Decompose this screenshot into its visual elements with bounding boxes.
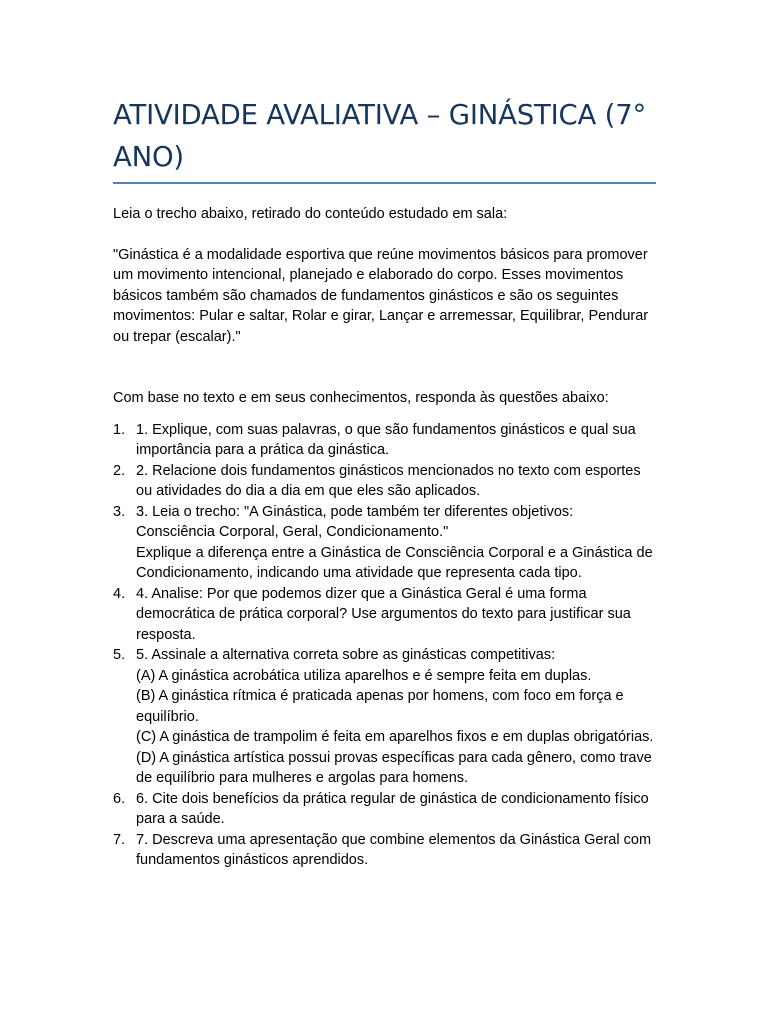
question-subline: Explique a diferença entre a Ginástica de Consciência Corporal e a Ginástica de Condicionamento, indicando uma atividade que representa cada tipo. bbox=[136, 544, 653, 581]
quoted-excerpt: "Ginástica é a modalidade esportiva que reúne movimentos básicos para promover um movimento intencional, planejado e elaborado do corpo. Esses movimentos básicos também são chamados de fundamentos ginásticos e são os seguintes movimentos: Pular e saltar, Rolar e girar, Lançar e arremessar, Equilibrar, Pendurar ou trepar (escalar)." bbox=[113, 246, 649, 345]
question-number: 7. bbox=[113, 831, 126, 848]
question-subline: (B) A ginástica rítmica é praticada apenas por homens, com foco em força e equilíbrio. bbox=[136, 688, 624, 725]
question-number: 6. bbox=[113, 790, 126, 807]
instructions-text: Com base no texto e em seus conhecimentos, responda às questões abaixo: bbox=[113, 390, 609, 406]
question-number: 1. bbox=[113, 421, 126, 438]
question-subline: (D) A ginástica artística possui provas específicas para cada gênero, como trave de equilíbrio para mulheres e argolas para homens. bbox=[136, 749, 652, 786]
question-text: 7. Descreva uma apresentação que combine elementos da Ginástica Geral com fundamentos ginásticos aprendidos. bbox=[136, 831, 652, 868]
question-item bbox=[113, 461, 656, 502]
question-item bbox=[113, 830, 656, 871]
question-number: 2. bbox=[113, 462, 126, 479]
document-page bbox=[113, 94, 656, 871]
document-title: ATIVIDADE AVALIATIVA – GINÁSTICA (7° ANO) bbox=[113, 99, 647, 173]
question-item bbox=[113, 645, 656, 789]
question-item bbox=[113, 502, 656, 584]
question-text: 6. Cite dois benefícios da prática regular de ginástica de condicionamento físico para a saúde. bbox=[136, 790, 649, 827]
question-text: 1. Explique, com suas palavras, o que são fundamentos ginásticos e qual sua importância para a prática da ginástica. bbox=[136, 421, 636, 458]
question-item bbox=[113, 789, 656, 830]
question-item bbox=[113, 584, 656, 646]
intro-text: Leia o trecho abaixo, retirado do conteúdo estudado em sala: bbox=[113, 206, 508, 222]
question-text: 5. Assinale a alternativa correta sobre as ginásticas competitivas: bbox=[136, 647, 556, 663]
question-number: 5. bbox=[113, 647, 126, 663]
question-subline: (C) A ginástica de trampolim é feita em aparelhos fixos e em duplas obrigatórias. bbox=[136, 729, 654, 745]
question-list bbox=[113, 420, 656, 871]
question-subline: (A) A ginástica acrobática utiliza aparelhos e é sempre feita em duplas. bbox=[136, 667, 592, 684]
question-number: 4. bbox=[113, 585, 126, 602]
question-text: 4. Analise: Por que podemos dizer que a Ginástica Geral é uma forma democrática de prática corporal? Use argumentos do texto para justificar sua resposta. bbox=[136, 585, 631, 643]
question-text: 2. Relacione dois fundamentos ginásticos mencionados no texto com esportes ou atividades do dia a dia em que eles são aplicados. bbox=[136, 462, 641, 499]
question-number: 3. bbox=[113, 503, 126, 520]
title-underline bbox=[113, 182, 656, 184]
question-item bbox=[113, 420, 656, 461]
question-text: 3. Leia o trecho: "A Ginástica, pode também ter diferentes objetivos: Consciência Corporal, Geral, Condicionamento." bbox=[136, 503, 574, 540]
